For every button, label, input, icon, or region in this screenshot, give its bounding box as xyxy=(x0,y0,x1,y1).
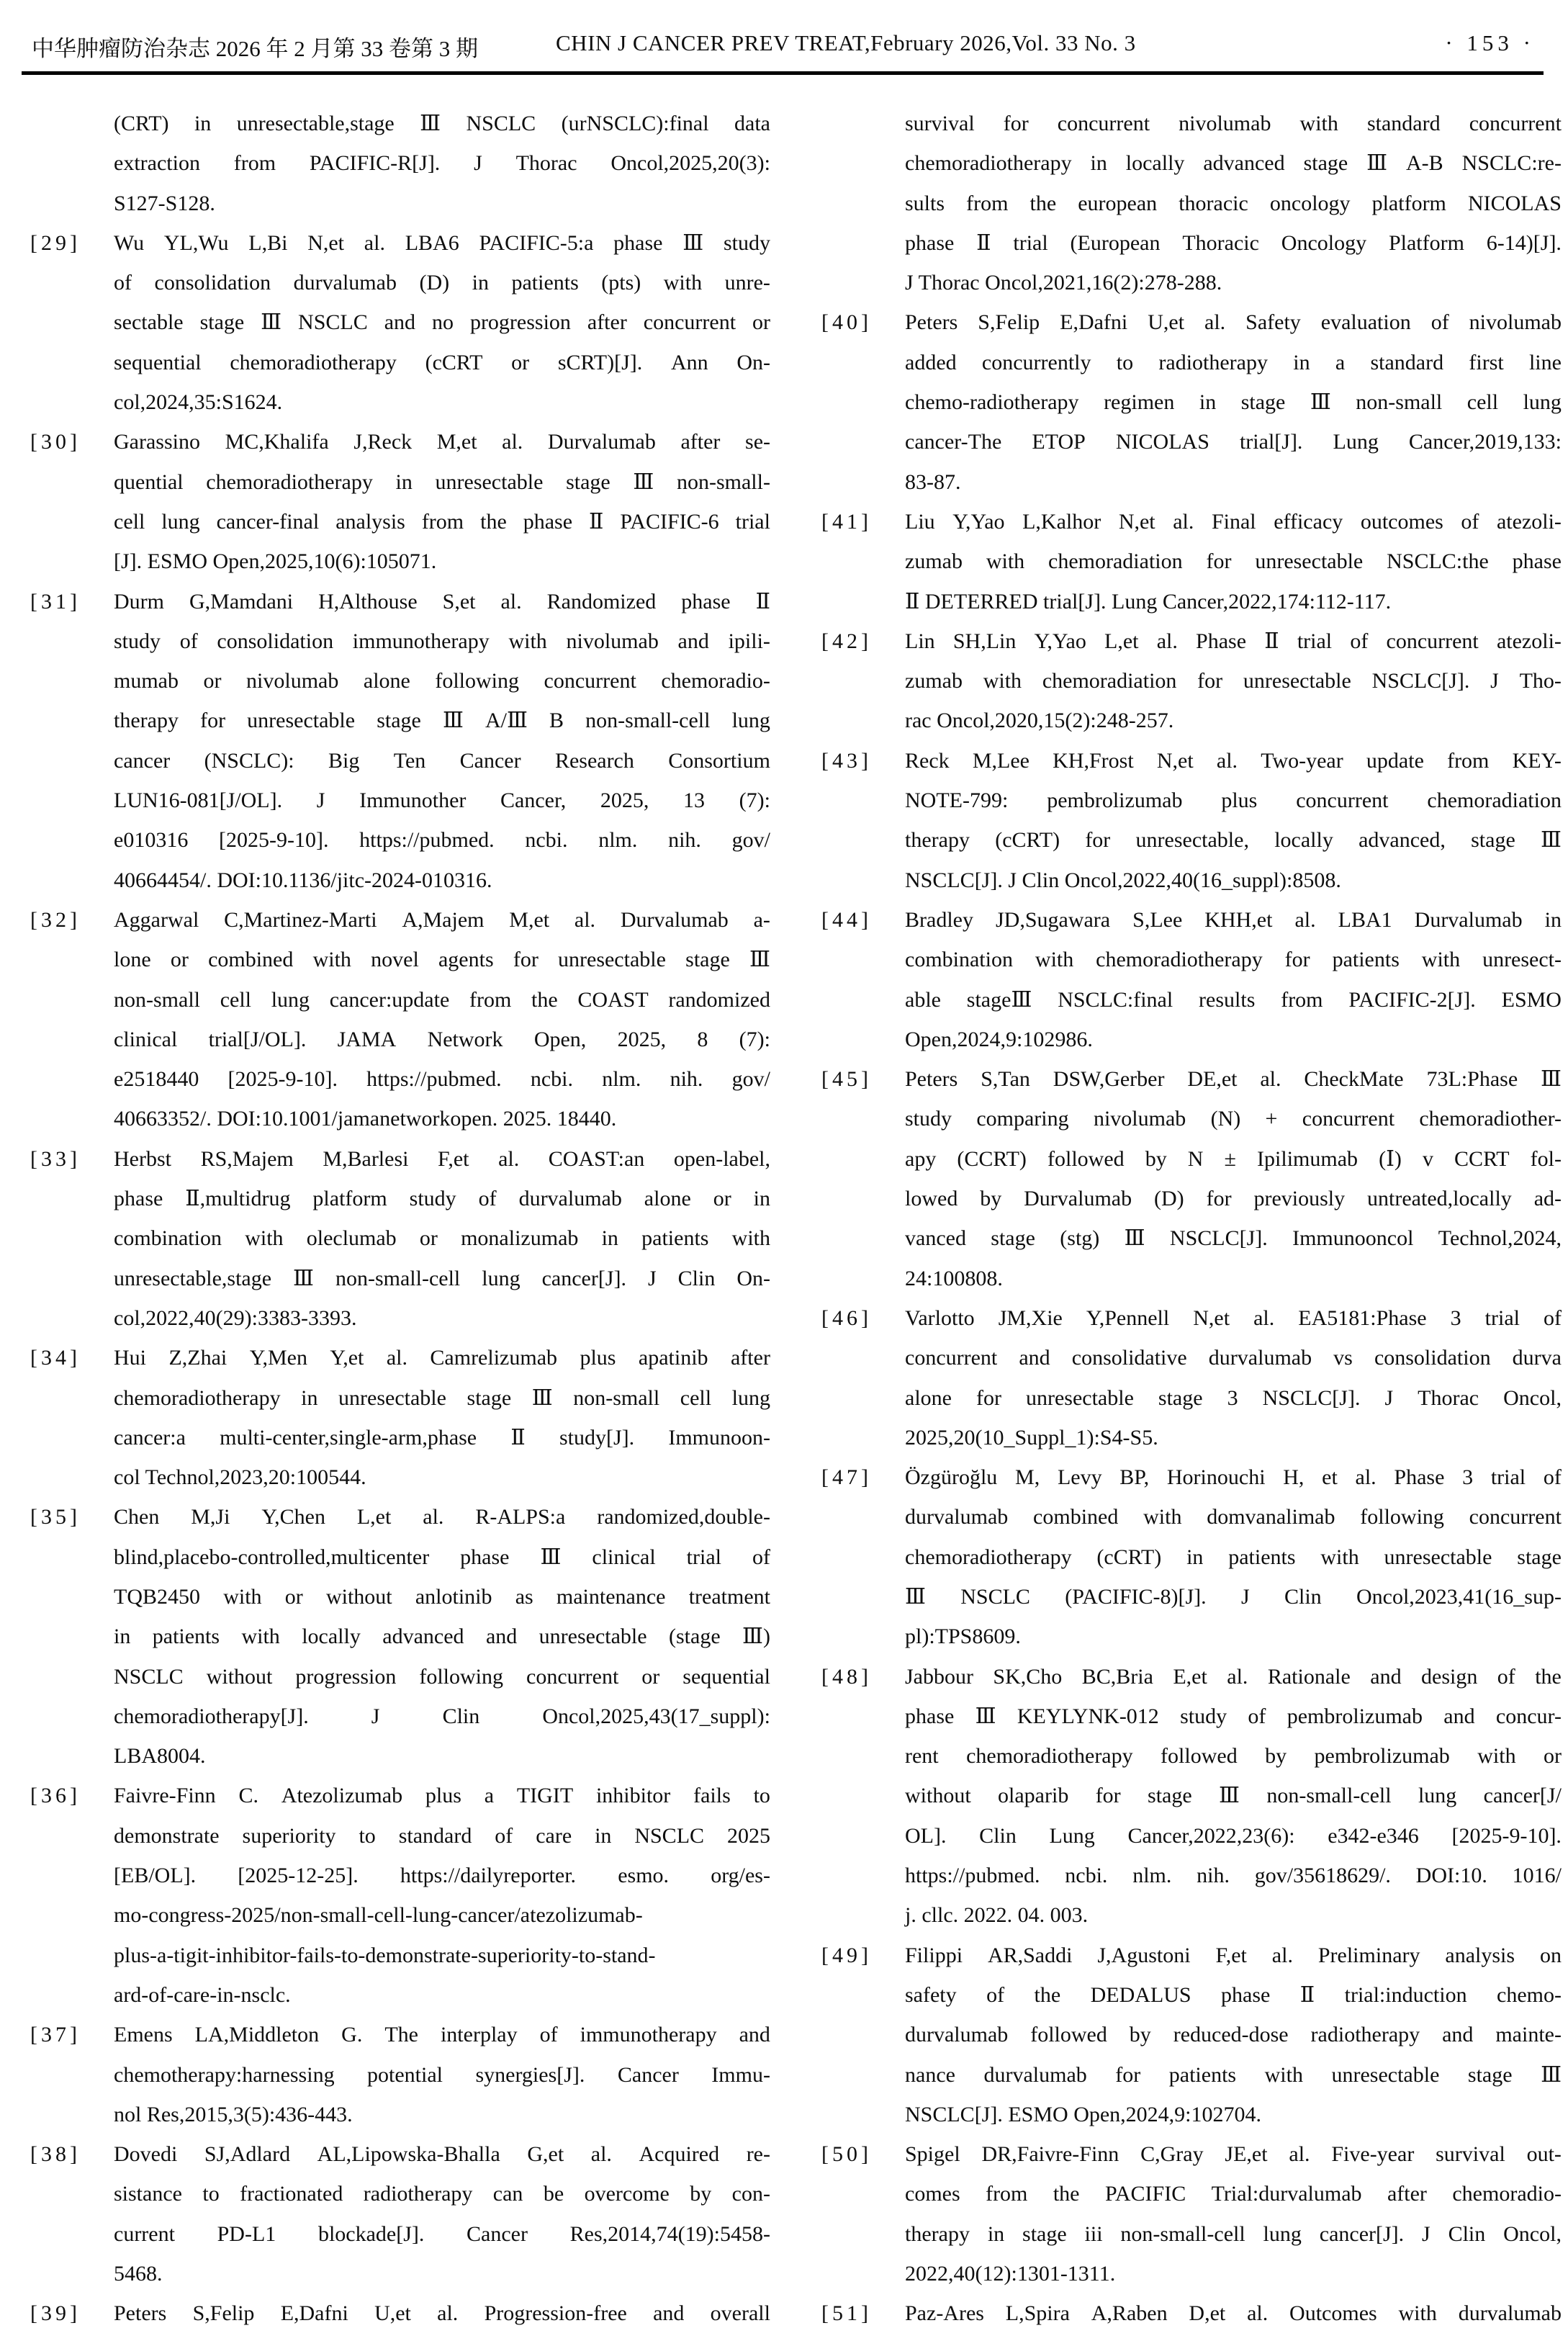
reference-line: comes from the PACIFIC Trial:durvalumab after chemoradio- xyxy=(905,2182,1562,2206)
reference-line: blind,placebo-controlled,multicenter phase Ⅲ clinical trial of xyxy=(114,1545,770,1569)
reference-entry xyxy=(821,900,1562,1059)
reference-line: Emens LA,Middleton G. The interplay of immunotherapy and xyxy=(114,2023,770,2047)
reference-number: [32] xyxy=(30,907,81,932)
journal-title-cn: 中华肿瘤防治杂志 2026 年 2 月第 33 卷第 3 期 xyxy=(32,36,478,61)
reference-line: safety of the DEDALUS phase Ⅱ trial:induction chemo- xyxy=(905,1982,1562,2007)
reference-line: therapy for unresectable stage Ⅲ A/Ⅲ B non-small-cell lung xyxy=(114,709,770,733)
reference-line: Wu YL,Wu L,Bi N,et al. LBA6 PACIFIC-5:a phase Ⅲ study xyxy=(114,230,770,255)
reference-line: added concurrently to radiotherapy in a standard first line xyxy=(905,350,1562,374)
reference-entry xyxy=(30,1776,770,2015)
reference-entry xyxy=(30,104,770,223)
reference-number: [44] xyxy=(821,907,872,932)
reference-line: nol Res,2015,3(5):436-443. xyxy=(114,2102,353,2126)
reference-line: col,2022,40(29):3383-3393. xyxy=(114,1306,357,1330)
reference-line: e2518440 [2025-9-10]. https://pubmed. ncbi. nlm. nih. gov/ xyxy=(114,1067,770,1092)
reference-line: TQB2450 with or without anlotinib as maintenance treatment xyxy=(114,1584,770,1609)
reference-line: Durm G,Mamdani H,Althouse S,et al. Randomized phase Ⅱ xyxy=(114,589,770,614)
reference-line: zumab with chemoradiation for unresectable NSCLC:the phase xyxy=(905,549,1562,574)
header-divider xyxy=(22,71,1544,75)
reference-line: survival for concurrent nivolumab with standard concurrent xyxy=(905,112,1562,135)
reference-number: [38] xyxy=(30,2142,81,2167)
reference-line: (CRT) in unresectable,stage Ⅲ NSCLC (urNSCLC):final data xyxy=(114,112,770,135)
reference-line: extraction from PACIFIC-R[J]. J Thorac Oncol,2025,20(3): xyxy=(114,151,770,176)
reference-line: LBA8004. xyxy=(114,1744,206,1769)
reference-number: [30] xyxy=(30,430,81,454)
reference-number: [49] xyxy=(821,1943,872,1967)
reference-line: concurrent and consolidative durvalumab vs consolidation durva xyxy=(905,1346,1562,1370)
references-column-left xyxy=(30,104,770,2334)
reference-number: [34] xyxy=(30,1346,81,1370)
reference-line: vanced stage (stg) Ⅲ NSCLC[J]. Immunooncol Technol,2024, xyxy=(905,1226,1562,1251)
reference-number: [29] xyxy=(30,230,81,255)
reference-line: nance durvalumab for patients with unresectable stage Ⅲ xyxy=(905,2062,1562,2087)
reference-entry xyxy=(821,741,1562,900)
reference-line: J Thorac Oncol,2021,16(2):278-288. xyxy=(905,271,1222,295)
reference-line: Varlotto JM,Xie Y,Pennell N,et al. EA5181:Phase 3 trial of xyxy=(905,1306,1562,1330)
reference-line: unresectable,stage Ⅲ non-small-cell lung cancer[J]. J Clin On- xyxy=(114,1266,770,1290)
reference-line: Filippi AR,Saddi J,Agustoni F,et al. Preliminary analysis on xyxy=(905,1943,1562,1967)
reference-line: rac Oncol,2020,15(2):248-257. xyxy=(905,709,1174,733)
reference-line: combination with oleclumab or monalizumab in patients with xyxy=(114,1226,770,1251)
reference-line: S127-S128. xyxy=(114,191,215,215)
reference-number: [33] xyxy=(30,1146,81,1171)
reference-number: [43] xyxy=(821,748,872,773)
reference-line: therapy (cCRT) for unresectable, locally advanced, stage Ⅲ xyxy=(905,828,1562,853)
reference-line: chemoradiotherapy in locally advanced stage Ⅲ A-B NSCLC:re- xyxy=(905,151,1562,176)
reference-number: [39] xyxy=(30,2301,81,2326)
reference-line: durvalumab followed by reduced-dose radiotherapy and mainte- xyxy=(905,2023,1562,2047)
reference-number: [35] xyxy=(30,1505,81,1529)
reference-entry xyxy=(30,422,770,581)
reference-entry xyxy=(821,2293,1562,2333)
reference-line: Ⅲ NSCLC (PACIFIC-8)[J]. J Clin Oncol,2023,41(16_sup- xyxy=(905,1584,1562,1609)
reference-line: 40663352/. DOI:10.1001/jamanetworkopen. 2025. 18440. xyxy=(114,1107,617,1131)
reference-line: therapy in stage iii non-small-cell lung cancer[J]. J Clin Oncol, xyxy=(905,2221,1562,2246)
reference-line: Herbst RS,Majem M,Barlesi F,et al. COAST:an open-label, xyxy=(114,1146,770,1171)
page-number-badge: · 153 · xyxy=(1445,30,1535,55)
reference-entry xyxy=(30,2293,770,2333)
reference-number: [50] xyxy=(821,2142,872,2167)
reference-entry xyxy=(821,1298,1562,1457)
reference-line: NSCLC[J]. J Clin Oncol,2022,40(16_suppl):8508. xyxy=(905,868,1341,892)
reference-line: Chen M,Ji Y,Chen L,et al. R-ALPS:a randomized,double- xyxy=(114,1505,770,1529)
reference-entry xyxy=(821,2134,1562,2293)
reference-number: [31] xyxy=(30,589,81,614)
reference-line: 83-87. xyxy=(905,469,961,494)
reference-entry xyxy=(821,502,1562,621)
reference-line: e010316 [2025-9-10]. https://pubmed. ncbi. nlm. nih. gov/ xyxy=(114,828,770,853)
reference-line: chemoradiotherapy (cCRT) in patients with unresectable stage xyxy=(905,1545,1562,1569)
reference-line: sectable stage Ⅲ NSCLC and no progression after concurrent or xyxy=(114,310,770,335)
reference-line: Lin SH,Lin Y,Yao L,et al. Phase Ⅱ trial of concurrent atezoli- xyxy=(905,629,1562,653)
reference-line: chemotherapy:harnessing potential synergies[J]. Cancer Immu- xyxy=(114,2062,770,2087)
reference-entry xyxy=(821,104,1562,302)
reference-line: lone or combined with novel agents for unresectable stage Ⅲ xyxy=(114,948,770,972)
reference-line: demonstrate superiority to standard of care in NSCLC 2025 xyxy=(114,1823,770,1848)
reference-entry xyxy=(30,582,770,900)
reference-number: [40] xyxy=(821,310,872,335)
reference-line: alone for unresectable stage 3 NSCLC[J]. J Thorac Oncol, xyxy=(905,1385,1562,1410)
reference-entry xyxy=(30,900,770,1139)
reference-line: pl):TPS8609. xyxy=(905,1625,1021,1649)
reference-line: lowed by Durvalumab (D) for previously untreated,locally ad- xyxy=(905,1187,1562,1211)
reference-line: combination with chemoradiotherapy for patients with unresect- xyxy=(905,948,1562,972)
reference-entry xyxy=(821,1059,1562,1298)
reference-line: Dovedi SJ,Adlard AL,Lipowska-Bhalla G,et al. Acquired re- xyxy=(114,2142,770,2167)
reference-number: [36] xyxy=(30,1784,81,1808)
reference-line: without olaparib for stage Ⅲ non-small-cell lung cancer[J/ xyxy=(905,1784,1562,1808)
reference-entry xyxy=(821,1936,1562,2134)
reference-entry xyxy=(30,1139,770,1338)
reference-number: [51] xyxy=(821,2301,872,2326)
reference-line: Reck M,Lee KH,Frost N,et al. Two-year update from KEY- xyxy=(905,748,1562,773)
reference-line: chemoradiotherapy in unresectable stage Ⅲ non-small cell lung xyxy=(114,1385,770,1410)
reference-line: Paz-Ares L,Spira A,Raben D,et al. Outcomes with durvalumab xyxy=(905,2301,1562,2326)
reference-line: of consolidation durvalumab (D) in patients (pts) with unre- xyxy=(114,271,770,295)
reference-line: phase Ⅱ trial (European Thoracic Oncology Platform 6-14)[J]. xyxy=(905,230,1562,255)
reference-entry xyxy=(30,2134,770,2293)
reference-line: cancer (NSCLC): Big Ten Cancer Research Consortium xyxy=(114,748,770,773)
reference-line: durvalumab combined with domvanalimab following concurrent xyxy=(905,1505,1562,1529)
reference-line: Open,2024,9:102986. xyxy=(905,1027,1093,1051)
reference-line: Liu Y,Yao L,Kalhor N,et al. Final efficacy outcomes of atezoli- xyxy=(905,509,1562,534)
reference-number: [48] xyxy=(821,1664,872,1689)
reference-line: non-small cell lung cancer:update from the COAST randomized xyxy=(114,987,770,1012)
reference-line: current PD-L1 blockade[J]. Cancer Res,2014,74(19):5458- xyxy=(114,2221,770,2246)
reference-line: NSCLC[J]. ESMO Open,2024,9:102704. xyxy=(905,2102,1262,2126)
reference-line: 2025,20(10_Suppl_1):S4-S5. xyxy=(905,1425,1158,1450)
reference-line: Peters S,Felip E,Dafni U,et al. Progression-free and overall xyxy=(114,2301,770,2326)
reference-line: able stageⅢ NSCLC:final results from PACIFIC-2[J]. ESMO xyxy=(905,987,1562,1012)
reference-entry xyxy=(821,621,1562,741)
reference-line: mo-congress-2025/non-small-cell-lung-cancer/atezolizumab- xyxy=(114,1903,643,1928)
reference-line: Bradley JD,Sugawara S,Lee KHH,et al. LBA1 Durvalumab in xyxy=(905,907,1562,932)
reference-line: phase Ⅱ,multidrug platform study of durvalumab alone or in xyxy=(114,1187,770,1211)
reference-line: Faivre-Finn C. Atezolizumab plus a TIGIT inhibitor fails to xyxy=(114,1784,770,1808)
reference-line: cancer-The ETOP NICOLAS trial[J]. Lung Cancer,2019,133: xyxy=(905,430,1562,454)
reference-number: [41] xyxy=(821,509,872,534)
reference-line: sistance to fractionated radiotherapy can be overcome by con- xyxy=(114,2182,770,2206)
reference-line: Peters S,Tan DSW,Gerber DE,et al. CheckMate 73L:Phase Ⅲ xyxy=(905,1067,1562,1092)
reference-line: Hui Z,Zhai Y,Men Y,et al. Camrelizumab plus apatinib after xyxy=(114,1346,770,1370)
journal-title-en: CHIN J CANCER PREV TREAT,February 2026,Vol. 33 No. 3 xyxy=(556,30,1136,55)
reference-line: col Technol,2023,20:100544. xyxy=(114,1465,366,1490)
reference-entry xyxy=(30,1497,770,1776)
reference-line: sults from the european thoracic oncology platform NICOLAS xyxy=(905,191,1562,215)
reference-line: Peters S,Felip E,Dafni U,et al. Safety evaluation of nivolumab xyxy=(905,310,1562,335)
reference-line: Aggarwal C,Martinez-Marti A,Majem M,et al. Durvalumab a- xyxy=(114,907,770,932)
reference-line: ard-of-care-in-nsclc. xyxy=(114,1982,291,2007)
reference-line: 40664454/. DOI:10.1136/jitc-2024-010316. xyxy=(114,868,492,892)
reference-line: chemo-radiotherapy regimen in stage Ⅲ non-small cell lung xyxy=(905,390,1562,415)
reference-entry xyxy=(30,1338,770,1497)
reference-line: zumab with chemoradiation for unresectable NSCLC[J]. J Tho- xyxy=(905,669,1562,693)
reference-line: plus-a-tigit-inhibitor-fails-to-demonstrate-superiority-to-stand- xyxy=(114,1943,656,1967)
reference-line: in patients with locally advanced and unresectable (stage Ⅲ) xyxy=(114,1625,770,1649)
reference-line: [EB/OL]. [2025-12-25]. https://dailyreporter. esmo. org/es- xyxy=(114,1864,770,1888)
reference-line: Garassino MC,Khalifa J,Reck M,et al. Durvalumab after se- xyxy=(114,430,770,454)
reference-line: phase Ⅲ KEYLYNK-012 study of pembrolizumab and concur- xyxy=(905,1704,1562,1728)
reference-line: apy (CCRT) followed by N ± Ipilimumab (Ⅰ) v CCRT fol- xyxy=(905,1146,1562,1171)
references-column-right xyxy=(821,104,1562,2334)
reference-line: quential chemoradiotherapy in unresectable stage Ⅲ non-small- xyxy=(114,469,770,494)
reference-line: NSCLC without progression following concurrent or sequential xyxy=(114,1664,770,1689)
reference-line: cell lung cancer-final analysis from the phase Ⅱ PACIFIC-6 trial xyxy=(114,509,770,534)
reference-line: https://pubmed. ncbi. nlm. nih. gov/35618629/. DOI:10. 1016/ xyxy=(905,1864,1562,1888)
reference-line: OL]. Clin Lung Cancer,2022,23(6): e342-e346 [2025-9-10]. xyxy=(905,1823,1562,1848)
reference-line: col,2024,35:S1624. xyxy=(114,390,283,415)
reference-line: cancer:a multi-center,single-arm,phase Ⅱ study[J]. Immunoon- xyxy=(114,1425,770,1450)
reference-number: [47] xyxy=(821,1465,872,1490)
reference-line: 24:100808. xyxy=(905,1266,1003,1290)
reference-entry xyxy=(30,2015,770,2134)
reference-entry xyxy=(821,1657,1562,1936)
reference-line: j. cllc. 2022. 04. 003. xyxy=(905,1903,1089,1928)
reference-line: Jabbour SK,Cho BC,Bria E,et al. Rationale and design of the xyxy=(905,1664,1562,1689)
reference-line: rent chemoradiotherapy followed by pembrolizumab with or xyxy=(905,1744,1562,1769)
reference-entry xyxy=(821,1457,1562,1656)
reference-line: NOTE-799: pembrolizumab plus concurrent chemoradiation xyxy=(905,788,1562,813)
reference-number: [46] xyxy=(821,1306,872,1330)
reference-number: [37] xyxy=(30,2023,81,2047)
reference-entry xyxy=(821,302,1562,501)
reference-line: mumab or nivolumab alone following concurrent chemoradio- xyxy=(114,669,770,693)
reference-line: Spigel DR,Faivre-Finn C,Gray JE,et al. Five-year survival out- xyxy=(905,2142,1562,2167)
reference-line: study comparing nivolumab (N) + concurrent chemoradiother- xyxy=(905,1107,1562,1131)
reference-line: sequential chemoradiotherapy (cCRT or sCRT)[J]. Ann On- xyxy=(114,350,770,374)
reference-line: Özgüroğlu M, Levy BP, Horinouchi H, et al. Phase 3 trial of xyxy=(905,1465,1562,1490)
reference-line: Ⅱ DETERRED trial[J]. Lung Cancer,2022,174:112-117. xyxy=(905,589,1392,614)
reference-line: chemoradiotherapy[J]. J Clin Oncol,2025,43(17_suppl): xyxy=(114,1704,770,1728)
reference-line: 5468. xyxy=(114,2262,163,2286)
reference-number: [42] xyxy=(821,629,872,653)
reference-line: 2022,40(12):1301-1311. xyxy=(905,2262,1116,2286)
reference-line: clinical trial[J/OL]. JAMA Network Open, 2025, 8 (7): xyxy=(114,1027,770,1051)
reference-entry xyxy=(30,223,770,422)
reference-line: study of consolidation immunotherapy with nivolumab and ipili- xyxy=(114,629,770,653)
reference-line: LUN16-081[J/OL]. J Immunother Cancer, 2025, 13 (7): xyxy=(114,788,770,813)
reference-line: [J]. ESMO Open,2025,10(6):105071. xyxy=(114,549,437,574)
reference-number: [45] xyxy=(821,1067,872,1092)
